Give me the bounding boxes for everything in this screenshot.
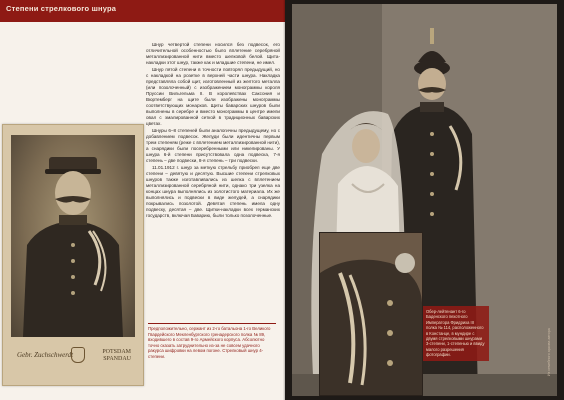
studio-name: Gebr. Zuchschwerdt — [17, 351, 74, 359]
caption-left-photo: Предположительно, сержант из 2-го батальона 1-го Великого Гвардейского Мекленбургского гренадерского полка № 89, входившего в состав 9-го Армейского корпуса. Абсолютно точно сказать затруднительно из-за не совсем удачного ракурса шифровки на левом погоне. Стрелковый шнур 4-степени. — [148, 323, 276, 360]
inset-detail-photo — [319, 232, 423, 396]
studio-city-line2: SPANDAU — [103, 356, 131, 362]
inset-detail-illustration — [320, 233, 422, 395]
wedding-photo — [292, 4, 557, 396]
chapter-header-bar — [0, 0, 285, 22]
studio-city — [102, 349, 131, 363]
cabinet-card-photo — [2, 124, 144, 386]
archive-note-text: Из семейного архива автора — [547, 328, 551, 376]
caption-right-photo: Обер-лейтенант 6-го Баденского пехотного Императора Фридриха III полка № 114, расположенного в Констанце, в мундире с двумя стрелковыми шнурами 3-степени, 1-степенью и ввиду малого разрешения фотографии. — [423, 306, 489, 361]
chapter-title: Степени стрелкового шнура — [6, 4, 117, 13]
cabinet-card-footer — [7, 343, 139, 381]
soldier-portrait — [11, 135, 135, 337]
paragraph-4th-degree: Шнур четвертой степени носился без подвесок, его отличительной особенностью было вплетение серебряной металлизированной нити вместо шелковой белой. Щита-накладки этот шнур, также как и младшие степени, не имел. — [146, 42, 280, 65]
paragraph-9-10-degrees: 11.01.1912 г. шнур за меткую стрельбу приобрел еще две степени – девятую и десятую. Высшие степени стрелковых шнуров также изготавливались из шелка с вплетением металлизированной серебряной нити, однако три узелка на концах шнура выполнялись из золотистого материала. Их же выполнялись и подвески в виде желудей, а снарядики покрывались позолотой. Девятая степень имела одну подвеску, десятая – две. Щитки-накладки всех германских государств, включая Баварию, были только позолоченные. — [146, 165, 280, 218]
studio-city-line1: POTSDAM — [102, 349, 131, 355]
paragraph-5th-degree: Шнур пятой степени в точности повторял предыдущий, но с накладкой на розетке в верхней части шнура. Накладка представляла собой щит, изготовленный из желтого металла (или позолоченный) с изображением монограммы короля Пруссии Вильгельма II. В королевствах Саксония и Вюртемберг на щите были изображены монограммы соответствующих монархов. Щиты баварских шнуров были выполнены в серебре и вместо монограммы в центре имели овал с эмалированной сеткой в традиционных баварских цветах. — [146, 67, 280, 126]
soldier-portrait-illustration — [11, 135, 135, 337]
archive-note — [547, 276, 555, 386]
paragraph-6-8-degrees: Шнуры 6–8 степеней были аналогичны предыдущему, но с добавлением подвесок. Желуди были идентичны первым трем степеням (реже с вплетением металлизированной нити), а снарядики были посеребренными или никелированы. У шнура 6-й степени присутствовала одна подвеска, 7-я степень – две подвески, 8-я степень – три подвески. — [146, 128, 280, 163]
right-page — [285, 0, 564, 400]
crest-icon — [71, 347, 85, 363]
article-body — [146, 42, 280, 220]
